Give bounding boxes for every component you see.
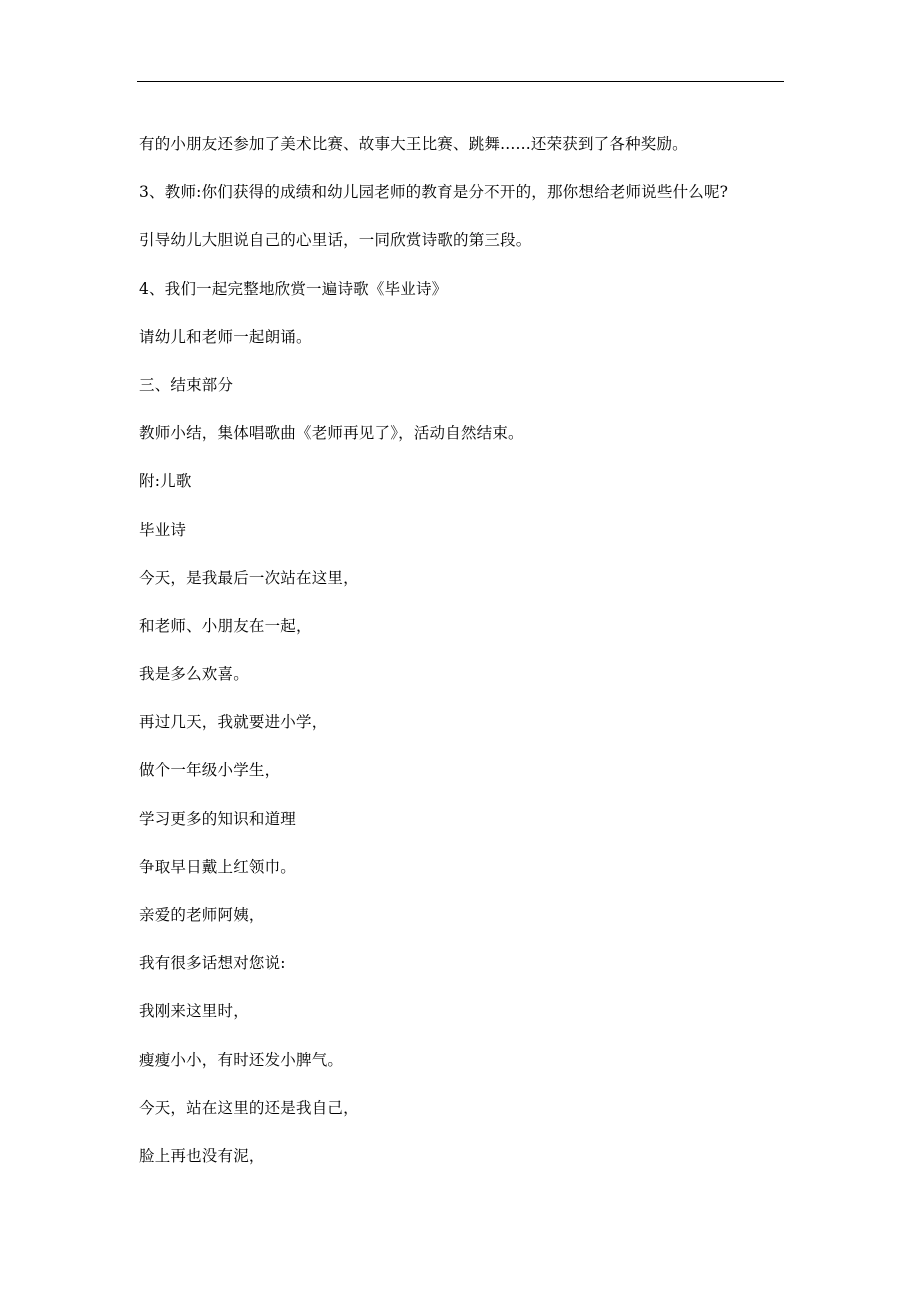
paragraph-line: 请幼儿和老师一起朗诵。 (139, 327, 312, 346)
poem-line: 做个一年级小学生， (139, 761, 281, 780)
poem-line: 我有很多话想对您说: (139, 954, 286, 973)
poem-line: 亲爱的老师阿姨， (139, 906, 265, 924)
poem-line: 脸上再也没有泥， (139, 1146, 265, 1165)
section-heading: 三、结束部分 (139, 375, 234, 394)
header-rule (137, 81, 784, 82)
paragraph-line: 有的小朋友还参加了美术比赛、故事大王比赛、跳舞......还荣获到了各种奖励。 (139, 135, 688, 153)
poem-line: 我刚来这里时， (139, 1002, 249, 1021)
poem-line: 我是多么欢喜。 (139, 665, 249, 684)
poem-line: 今天，是我最后一次站在这里， (139, 568, 359, 587)
paragraph-line: 3、教师:你们获得的成绩和幼儿园老师的教育是分不开的，那你想给老师说些什么呢? (139, 183, 729, 202)
poem-line: 学习更多的知识和道理 (139, 809, 297, 828)
document-body (139, 131, 779, 1191)
appendix-label: 附:儿歌 (139, 472, 192, 491)
paragraph-line: 引导幼儿大胆说自己的心里话，一同欣赏诗歌的第三段。 (139, 231, 532, 250)
poem-title: 毕业诗 (139, 520, 187, 539)
poem-line: 瘦瘦小小，有时还发小脾气。 (139, 1050, 344, 1069)
poem-line: 今天，站在这里的还是我自己， (139, 1098, 359, 1117)
poem-line: 再过几天，我就要进小学， (139, 713, 328, 732)
paragraph-line: 教师小结，集体唱歌曲《老师再见了》，活动自然结束。 (139, 424, 524, 443)
poem-line: 和老师、小朋友在一起， (139, 616, 312, 635)
poem-line: 争取早日戴上红领巾。 (139, 857, 297, 876)
paragraph-line: 4、我们一起完整地欣赏一遍诗歌《毕业诗》 (139, 279, 448, 298)
